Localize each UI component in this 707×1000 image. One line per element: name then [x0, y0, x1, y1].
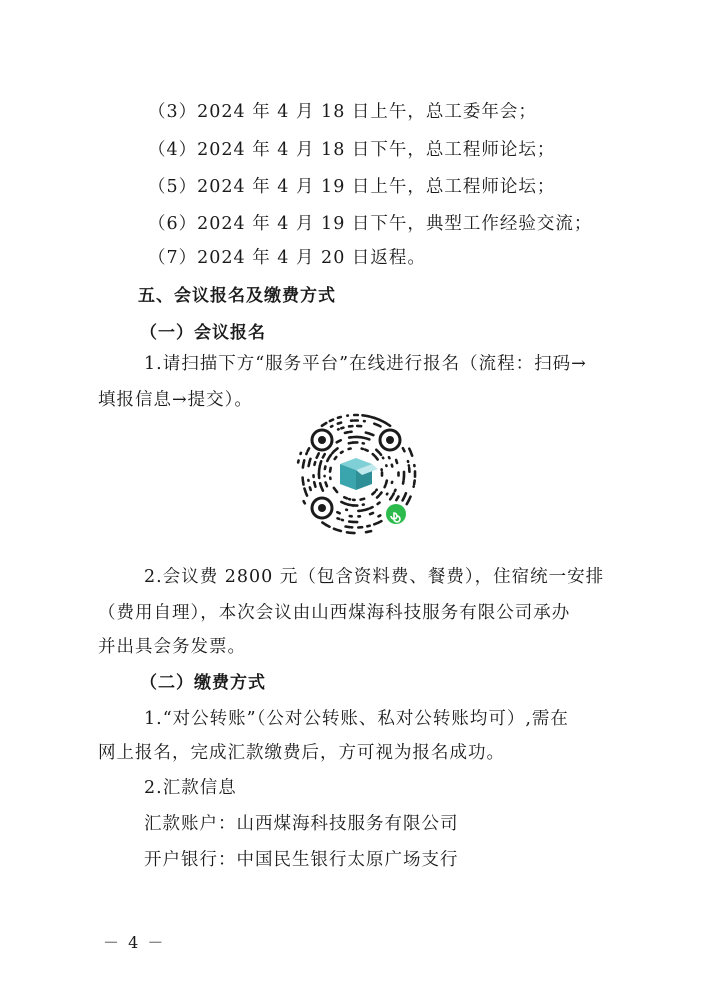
- qr-module: [318, 460, 323, 468]
- payment-item-1-line-1: 1.“对公转账”（公对公转账、私对公转账均可）,需在: [144, 709, 569, 729]
- qr-module: [395, 458, 399, 464]
- qr-module: [385, 464, 388, 468]
- qr-module: [339, 450, 344, 455]
- registration-qr-code[interactable]: [292, 410, 420, 538]
- registration-item-1-line-1: 1.请扫描下方“服务平台”在线进行报名（流程：扫码→: [144, 354, 587, 374]
- qr-module: [302, 499, 307, 505]
- qr-module: [299, 451, 303, 455]
- subsection-2-heading: （二）缴费方式: [140, 673, 266, 693]
- qr-module: [390, 480, 393, 484]
- qr-module: [336, 510, 342, 514]
- qr-module: [377, 514, 382, 519]
- qr-module: [363, 420, 367, 423]
- qr-module: [336, 428, 340, 432]
- qr-module: [357, 509, 361, 512]
- qr-module: [351, 441, 358, 444]
- qr-module: [359, 497, 366, 501]
- qr-module: [401, 446, 406, 453]
- qr-module: [340, 518, 344, 522]
- qr-module: [306, 447, 311, 453]
- qr-module: [329, 466, 333, 473]
- qr-module: [336, 517, 341, 521]
- qr-module: [414, 470, 417, 478]
- qr-module: [356, 425, 363, 428]
- qr-module: [320, 421, 328, 427]
- qr-module: [297, 459, 301, 464]
- registration-item-2-line-2: （费用自理），本次会议由山西煤海科技服务有限公司承办: [98, 603, 571, 623]
- qr-module: [347, 447, 352, 451]
- qr-module: [397, 471, 400, 476]
- qr-module: [329, 476, 332, 480]
- schedule-line-4: （4）2024 年 4 月 18 日下午，总工程师论坛；: [148, 140, 556, 160]
- qr-finder-bottom-left: [312, 498, 332, 518]
- qr-module: [352, 498, 356, 501]
- qr-module: [380, 468, 383, 472]
- qr-module: [315, 452, 321, 460]
- payment-item-2: 2.汇款信息: [144, 778, 237, 798]
- remit-bank: 开户银行：中国民生银行太原广场支行: [144, 850, 459, 870]
- qr-module: [402, 480, 405, 485]
- qr-module: [364, 437, 371, 441]
- qr-finder-top-right: [380, 430, 400, 450]
- qr-module: [340, 500, 346, 505]
- subsection-1-heading: （一）会议报名: [140, 323, 266, 343]
- schedule-line-3: （3）2024 年 4 月 18 日上午，总工委年会；: [148, 102, 537, 122]
- qr-module: [408, 466, 411, 473]
- qr-module: [381, 456, 385, 460]
- qr-module: [348, 515, 353, 518]
- qr-module: [373, 521, 381, 526]
- qr-module: [361, 503, 365, 506]
- qr-module: [312, 474, 315, 478]
- qr-module: [393, 488, 397, 493]
- qr-module: [357, 526, 364, 529]
- qr-module: [336, 415, 342, 419]
- qr-module: [302, 459, 306, 464]
- qr-module: [348, 520, 354, 523]
- miniprogram-icon: [384, 502, 408, 526]
- qr-module: [324, 481, 329, 488]
- qr-module: [387, 455, 391, 459]
- registration-item-2-line-1: 2.会议费 2800 元（包含资料费、餐费），住宿统一安排: [144, 567, 605, 587]
- qr-module: [368, 511, 374, 516]
- qr-module: [319, 482, 323, 488]
- qr-module: [323, 475, 326, 478]
- qr-module: [335, 438, 343, 444]
- registration-item-1-line-2: 填报信息→提交）。: [98, 390, 253, 410]
- qr-module: [353, 419, 359, 422]
- qr-module: [343, 431, 349, 435]
- qr-module: [366, 524, 371, 528]
- qr-module: [381, 471, 384, 477]
- qr-module: [361, 442, 365, 445]
- qr-module: [364, 448, 370, 452]
- qr-module: [313, 481, 317, 489]
- box-logo-icon: [334, 452, 378, 496]
- schedule-line-7: （7）2024 年 4 月 20 日返程。: [148, 248, 426, 268]
- qr-module: [368, 432, 375, 437]
- qr-module: [409, 449, 414, 457]
- page-number: － 4 －: [103, 933, 166, 952]
- qr-module: [321, 521, 328, 527]
- qr-module: [405, 499, 411, 506]
- qr-module: [412, 485, 415, 488]
- qr-module: [332, 447, 339, 454]
- qr-module: [348, 430, 353, 433]
- qr-module: [413, 464, 416, 468]
- qr-module: [348, 425, 354, 428]
- payment-item-1-line-2: 网上报名，完成汇款缴费后，方可视为报名成功。: [98, 743, 505, 763]
- qr-module: [344, 525, 351, 529]
- schedule-line-5: （5）2024 年 4 月 19 日上午，总工程师论坛；: [148, 177, 556, 197]
- qr-module: [307, 479, 310, 483]
- registration-item-2-line-3: 并出具会务发票。: [98, 637, 246, 657]
- qr-module: [348, 497, 352, 500]
- schedule-line-6: （6）2024 年 4 月 19 日下午，典型工作经验交流；: [148, 214, 593, 234]
- qr-module: [308, 486, 312, 492]
- qr-module: [374, 455, 380, 461]
- section-5-heading: 五、会议报名及缴费方式: [138, 286, 336, 306]
- qr-module: [332, 527, 338, 531]
- qr-module: [390, 463, 394, 468]
- qr-module: [395, 495, 401, 502]
- qr-module: [323, 465, 327, 471]
- qr-module: [401, 494, 407, 502]
- qr-module: [384, 421, 392, 427]
- qr-module: [329, 424, 334, 428]
- qr-module: [343, 496, 349, 501]
- qr-module: [357, 515, 361, 518]
- qr-module: [345, 508, 349, 511]
- qr-module: [328, 418, 335, 423]
- qr-finder-top-left: [312, 430, 332, 450]
- qr-module: [364, 530, 372, 534]
- qr-module: [346, 414, 349, 417]
- qr-module: [360, 447, 365, 451]
- qr-module: [332, 486, 339, 494]
- qr-module: [321, 452, 326, 459]
- qr-module: [303, 487, 308, 494]
- qr-module: [376, 501, 382, 506]
- qr-module: [353, 414, 359, 417]
- qr-module: [406, 460, 409, 464]
- qr-module: [336, 421, 343, 425]
- qr-module: [413, 479, 416, 486]
- qr-module: [385, 492, 389, 496]
- qr-module: [333, 455, 338, 461]
- qr-module: [313, 461, 317, 467]
- qr-module: [340, 426, 345, 430]
- remit-account: 汇款账户：山西煤海科技服务有限公司: [144, 814, 459, 834]
